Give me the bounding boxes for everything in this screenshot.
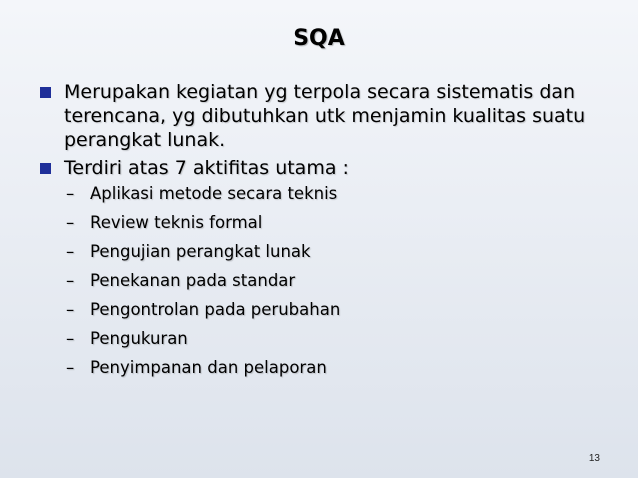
sub-list-item-text: Aplikasi metode secara teknis	[90, 184, 338, 203]
sub-list-item-text: Review teknis formal	[90, 213, 263, 232]
sub-list-item	[38, 184, 598, 204]
sub-list-item-text: Pengukuran	[90, 329, 188, 348]
sub-list-item	[38, 358, 598, 378]
square-bullet-icon	[40, 163, 51, 174]
dash-bullet-icon: –	[66, 329, 75, 348]
square-bullet-icon	[40, 87, 51, 98]
dash-bullet-icon: –	[66, 184, 75, 203]
bullet-item	[38, 80, 598, 152]
slide-title: SQA	[293, 26, 345, 51]
dash-bullet-icon: –	[66, 358, 75, 377]
sub-list-item	[38, 300, 598, 320]
slide-content	[38, 80, 598, 387]
sub-list-item	[38, 271, 598, 291]
sub-list-item	[38, 329, 598, 349]
sub-list-item	[38, 213, 598, 233]
bullet-text: Terdiri atas 7 aktifitas utama :	[64, 157, 349, 179]
sub-list-item	[38, 242, 598, 262]
sub-list-item-text: Pengujian perangkat lunak	[90, 242, 311, 261]
sub-list-item-text: Penyimpanan dan pelaporan	[90, 358, 327, 377]
sub-list-item-text: Pengontrolan pada perubahan	[90, 300, 341, 319]
page-number: 13	[588, 453, 600, 464]
dash-bullet-icon: –	[66, 213, 75, 232]
dash-bullet-icon: –	[66, 300, 75, 319]
sub-list	[38, 184, 598, 378]
dash-bullet-icon: –	[66, 271, 75, 290]
bullet-text: Merupakan kegiatan yg terpola secara sistematis dan terencana, yg dibutuhkan utk menjamin kualitas suatu perangkat lunak.	[64, 81, 586, 151]
dash-bullet-icon: –	[66, 242, 75, 261]
bullet-item	[38, 156, 598, 180]
sub-list-item-text: Penekanan pada standar	[90, 271, 296, 290]
